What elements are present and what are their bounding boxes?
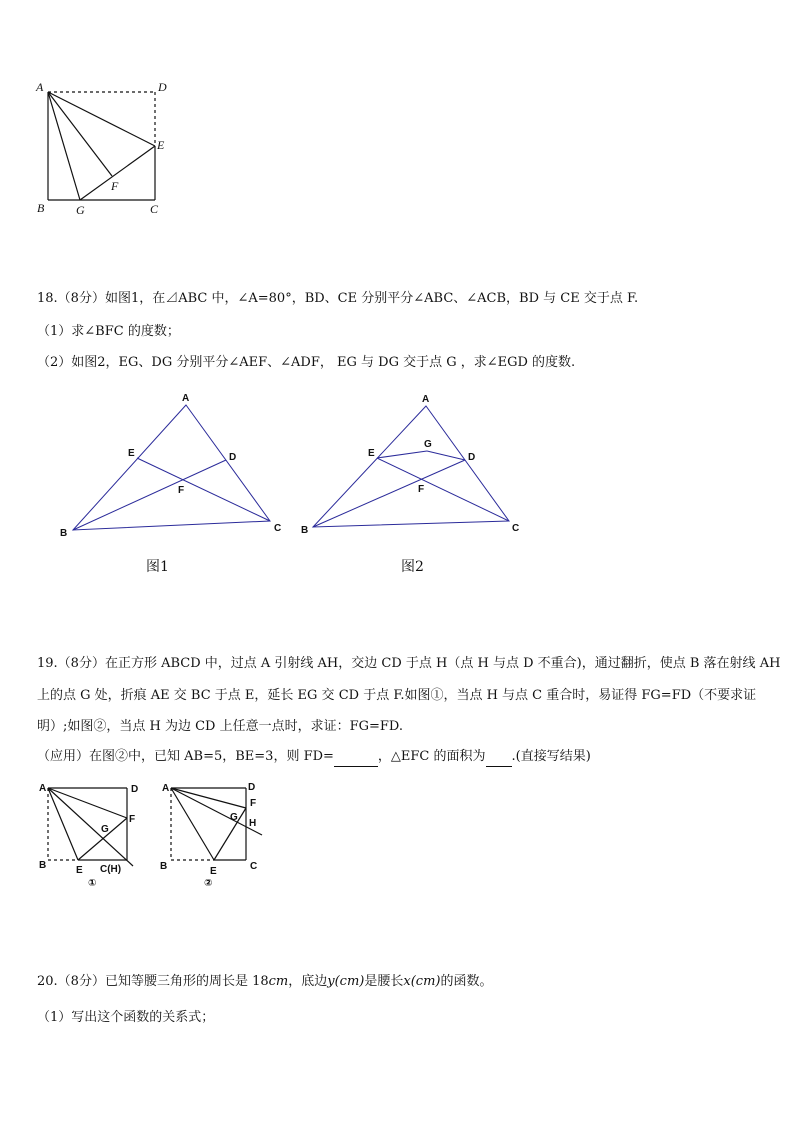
fig1-label-D: D: [229, 452, 237, 463]
fig2-caption: 图2: [401, 559, 424, 575]
q19-line4-part2: ，△EFC 的面积为: [377, 749, 486, 764]
q20-part4: 的函数。: [440, 974, 493, 989]
label-B: B: [37, 201, 45, 215]
fig2-label-F: F: [418, 484, 425, 495]
q18-line3: （2）如图2，EG、DG 分别平分∠AEF、∠ADF， EG 与 DG 交于点 G ，求∠EGD 的度数.: [37, 355, 576, 370]
q19f2-label-D: D: [248, 782, 256, 793]
q19f2-label-G: G: [230, 812, 238, 823]
q19f1-label-B: B: [39, 860, 47, 871]
q19f2-label-E: E: [210, 866, 217, 877]
fig2-label-D: D: [468, 452, 476, 463]
q19f2-caption: ②: [204, 878, 213, 889]
q19f2-label-B: B: [160, 861, 168, 872]
fig2-label-G: G: [424, 439, 432, 450]
q19f2-label-H: H: [249, 818, 257, 829]
label-A: A: [36, 80, 44, 94]
q20-unit-cm-2: (cm): [334, 974, 365, 989]
fig2-label-A: A: [422, 394, 430, 405]
fig2-label-E: E: [368, 448, 375, 459]
q18-line2: （1）求∠BFC 的度数；: [37, 324, 180, 339]
fig1-caption: 图1: [146, 559, 169, 575]
label-G: G: [76, 203, 85, 217]
fig1-label-C: C: [274, 523, 282, 534]
q19-line4-part3: .(直接写结果): [511, 749, 591, 764]
q19-line3: 明）;如图②，当点 H 为边 CD 上任意一点时，求证：FG=FD.: [37, 719, 404, 734]
q20-line1: [37, 973, 493, 991]
q19f1-label-A: A: [39, 783, 47, 794]
fig1-label-A: A: [182, 393, 190, 404]
label-D: D: [158, 80, 167, 94]
q18-line1: 18.（8分）如图1，在⊿ABC 中，∠A=80°，BD、CE 分别平分∠ABC、∠ACB，BD 与 CE 交于点 F.: [37, 291, 639, 306]
q19f2-label-F: F: [250, 798, 257, 809]
fig1-label-E: E: [128, 448, 135, 459]
q19-line1: 19.（8分）在正方形 ABCD 中，过点 A 引射线 AH，交边 CD 于点 H（点 H 与点 D 不重合)，通过翻折，使点 B 落在射线 AH: [37, 656, 781, 671]
q20-part2: ，底边: [288, 974, 328, 989]
q19f1-label-E: E: [76, 865, 83, 876]
q20-line2: （1）写出这个函数的关系式；: [37, 1010, 215, 1025]
fig1-label-B: B: [60, 528, 68, 539]
q19f1-label-C: C(H): [100, 864, 122, 875]
q19f1-caption: ①: [88, 878, 97, 889]
fig2-label-C: C: [512, 523, 520, 534]
q20-unit-cm-3: (cm): [410, 974, 441, 989]
q20-var-y: y: [327, 974, 335, 989]
fig1-label-F: F: [178, 485, 185, 496]
q20-part1: 20.（8分）已知等腰三角形的周长是 18: [37, 974, 269, 989]
q19f2-label-C: C: [250, 861, 258, 872]
q19f2-label-A: A: [162, 783, 170, 794]
q19-line2: 上的点 G 处，折痕 AE 交 BC 于点 E，延长 EG 交 CD 于点 F.如图①，当点 H 与点 C 重合时，易证得 FG=FD（不要求证: [37, 688, 757, 703]
label-F: F: [111, 179, 119, 193]
q19-line4-part1: （应用）在图②中，已知 AB=5，BE=3，则 FD=: [37, 749, 334, 764]
q20-part3: 是腰长: [364, 974, 404, 989]
q19f1-label-G: G: [101, 824, 109, 835]
q20-var-x: x: [403, 974, 411, 989]
q20-unit-cm: cm: [268, 974, 289, 989]
q19f1-label-D: D: [131, 784, 139, 795]
label-E: E: [157, 138, 165, 152]
label-C: C: [150, 202, 159, 216]
fig2-label-B: B: [301, 525, 309, 536]
q19f1-label-F: F: [129, 814, 136, 825]
